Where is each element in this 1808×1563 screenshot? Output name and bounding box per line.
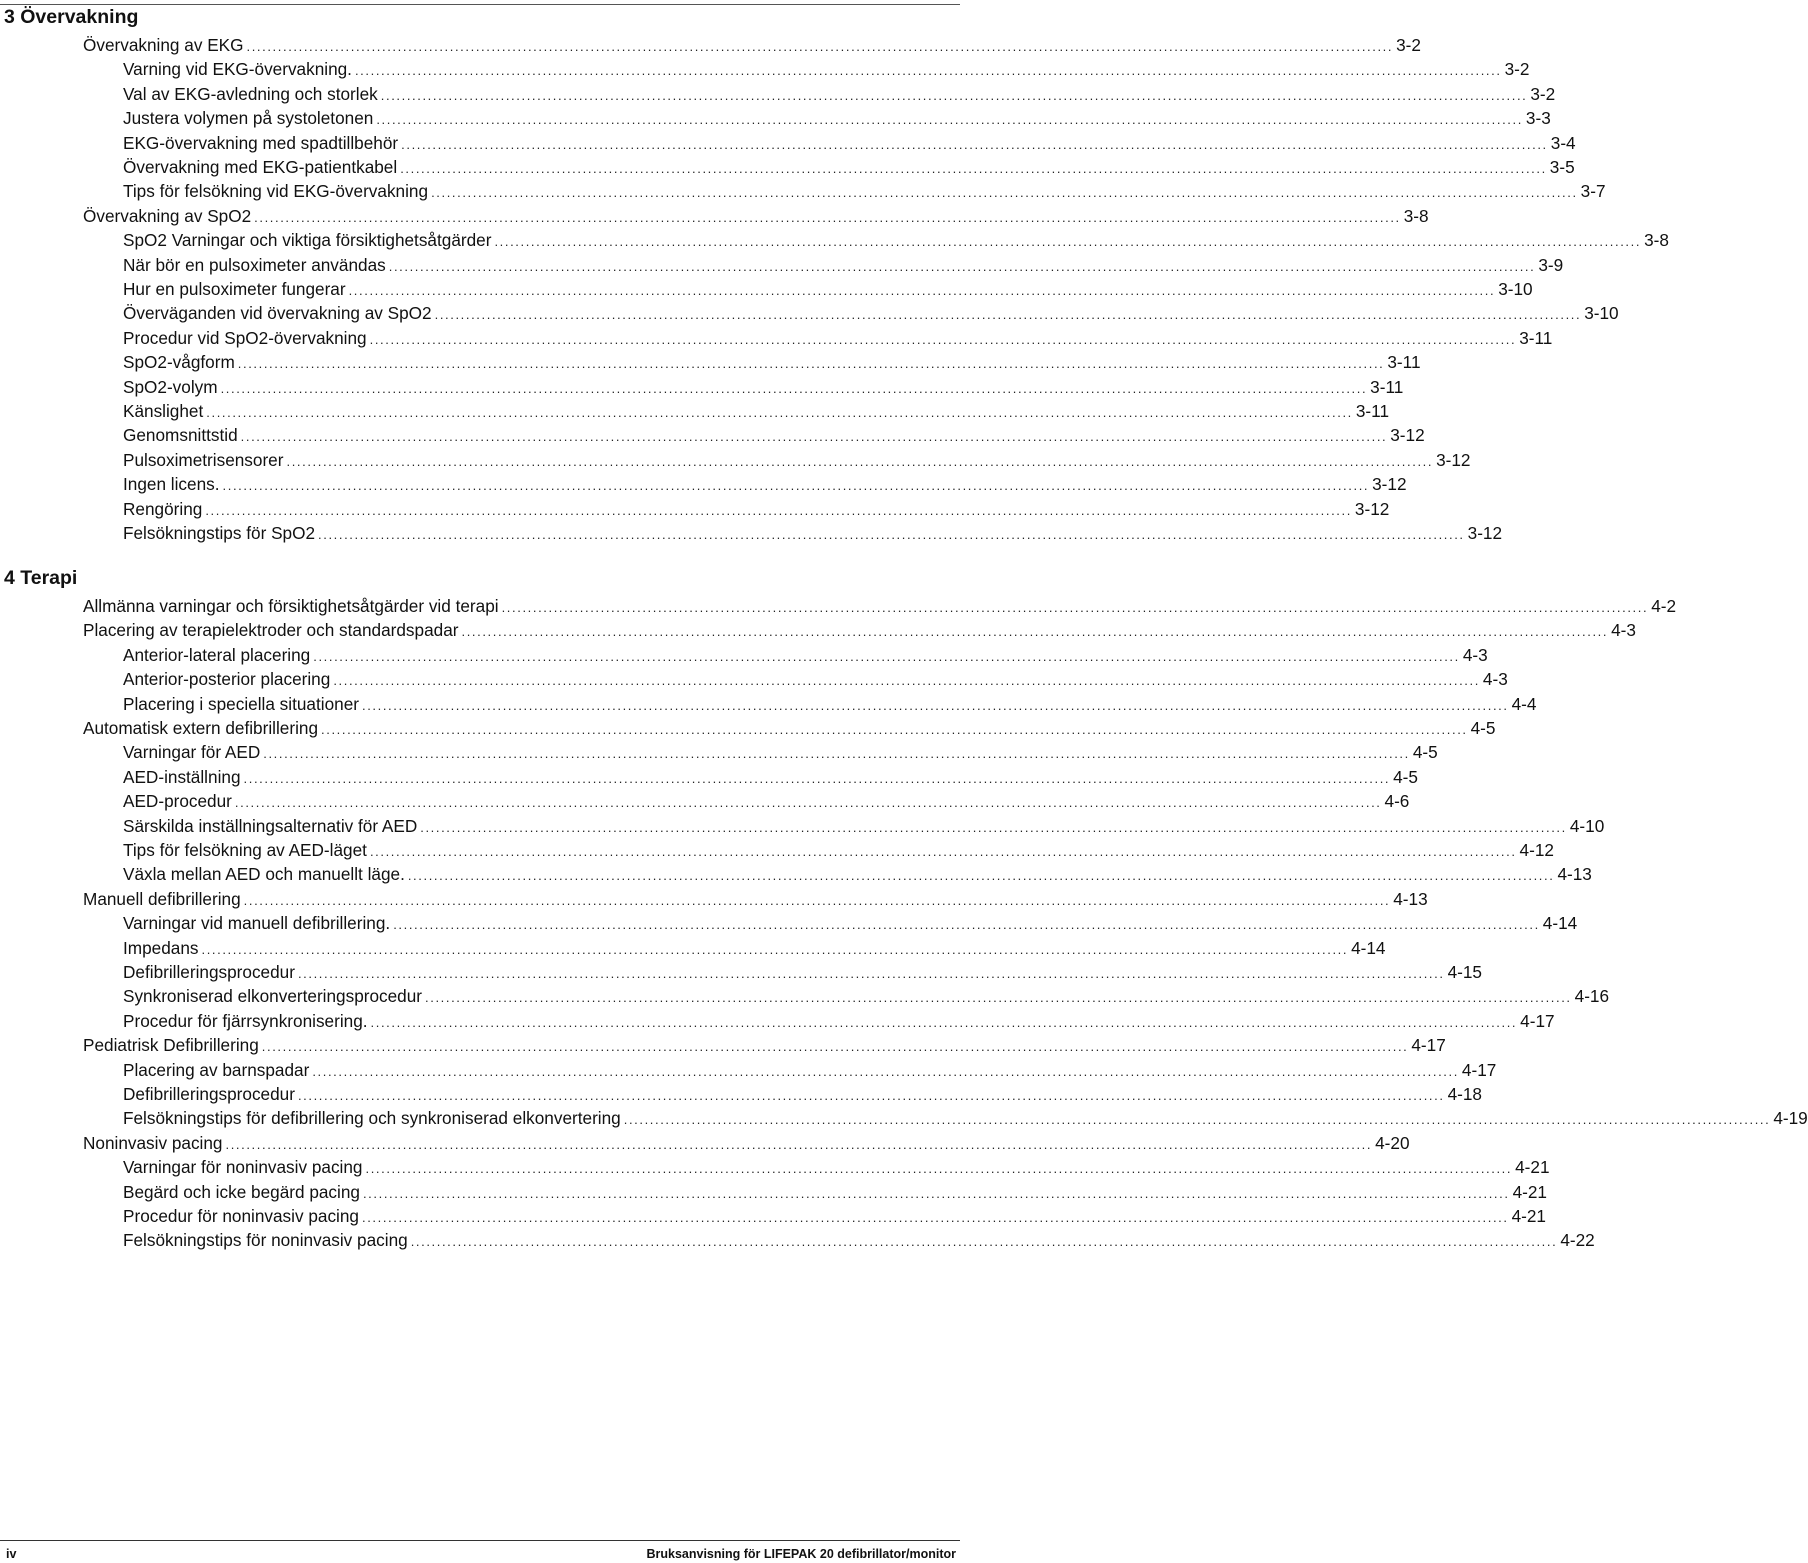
chapter-heading: 3 Övervakning [4, 6, 139, 28]
toc-subsection-entry[interactable] [123, 936, 1386, 960]
footer-document-title: Bruksanvisning för LIFEPAK 20 defibrillator/monitor [646, 1547, 956, 1561]
toc-subsection-entry[interactable] [123, 131, 1576, 155]
dot-leader: ............................................................................................................................................................................................................................ [222, 478, 1370, 494]
toc-section-entry[interactable] [83, 716, 1496, 740]
toc-subsection-entry[interactable] [123, 1009, 1555, 1033]
toc-entry-title: Placering av barnspadar [123, 1059, 310, 1080]
toc-entry-title: Felsökningstips för noninvasiv pacing [123, 1230, 408, 1251]
dot-leader: ............................................................................................................................................................................................................................ [501, 600, 1649, 615]
toc-subsection-entry[interactable] [123, 448, 1471, 472]
toc-subsection-entry[interactable] [123, 1082, 1482, 1106]
toc-entry-page-number: 4-12 [1519, 840, 1554, 860]
toc-subsection-entry[interactable] [123, 350, 1421, 374]
toc-entry-page-number: 4-15 [1447, 962, 1482, 982]
toc-entry-title: Noninvasiv pacing [83, 1132, 223, 1153]
toc-subsection-entry[interactable] [123, 228, 1669, 252]
toc-entry-title: Tips för felsökning av AED-läget [123, 840, 367, 860]
dot-leader: ............................................................................................................................................................................................................................ [623, 1112, 1771, 1128]
toc-subsection-entry[interactable] [123, 57, 1530, 81]
toc-entry-title: Procedur för noninvasiv pacing [123, 1206, 359, 1226]
dot-leader: ............................................................................................................................................................................................................................ [388, 258, 1536, 274]
toc-entry-page-number: 3-12 [1467, 523, 1503, 543]
toc-entry-title: Tips för felsökning vid EKG-övervakning [123, 181, 429, 202]
dot-leader: ............................................................................................................................................................................................................................ [206, 405, 1353, 420]
toc-entry-page-number: 4-18 [1447, 1084, 1482, 1104]
toc-entry-page-number: 4-6 [1384, 791, 1410, 812]
toc-subsection-entry[interactable] [123, 423, 1425, 447]
toc-subsection-entry[interactable] [123, 1058, 1497, 1082]
toc-subsection-entry[interactable] [123, 960, 1482, 984]
toc-entry-title: Särskilda inställningsalternativ för AED [123, 815, 418, 836]
toc-entry-title: Begärd och icke begärd pacing [123, 1181, 360, 1202]
dot-leader: ............................................................................................................................................................................................................................ [420, 819, 1567, 835]
toc-subsection-entry[interactable] [123, 862, 1592, 886]
toc-subsection-entry[interactable] [123, 643, 1488, 667]
toc-subsection-entry[interactable] [123, 521, 1503, 545]
chapter-heading: 4 Terapi [4, 567, 78, 589]
toc-entry-page-number: 3-5 [1549, 157, 1575, 177]
dot-leader: ............................................................................................................................................................................................................................ [263, 746, 1410, 762]
toc-entry-title: Placering i speciella situationer [123, 693, 359, 714]
toc-subsection-entry[interactable] [123, 375, 1404, 399]
toc-entry-page-number: 3-12 [1390, 425, 1425, 446]
toc-entry-title: Genomsnittstid [123, 425, 238, 446]
toc-entry-title: Manuell defibrillering [83, 888, 241, 909]
dot-leader: ............................................................................................................................................................................................................................ [254, 209, 1401, 225]
toc-entry-title: Felsökningstips för SpO2 [123, 523, 316, 543]
toc-entry-page-number: 4-19 [1773, 1108, 1808, 1129]
dot-leader: ............................................................................................................................................................................................................................ [318, 527, 1465, 542]
toc-subsection-entry[interactable] [123, 82, 1556, 106]
toc-section-entry[interactable] [83, 618, 1636, 642]
toc-section-entry[interactable] [83, 1033, 1446, 1057]
toc-entry-page-number: 4-3 [1462, 644, 1488, 665]
toc-entry-title: Procedur vid SpO2-övervakning [123, 327, 367, 348]
dot-leader: ............................................................................................................................................................................................................................ [333, 673, 1480, 689]
toc-subsection-entry[interactable] [123, 301, 1619, 325]
toc-entry-page-number: 3-9 [1538, 254, 1564, 275]
toc-entry-page-number: 3-10 [1498, 279, 1533, 299]
dot-leader: ............................................................................................................................................................................................................................ [393, 917, 1540, 933]
dot-leader: ............................................................................................................................................................................................................................ [369, 844, 1517, 859]
toc-entry-page-number: 3-11 [1387, 352, 1421, 373]
dot-leader: ............................................................................................................................................................................................................................ [297, 1088, 1445, 1103]
toc-entry-title: Pulsoximetrisensorer [123, 449, 284, 470]
toc-entry-title: Ingen licens. [123, 474, 220, 495]
toc-subsection-entry[interactable] [123, 497, 1390, 521]
dot-leader: ............................................................................................................................................................................................................................ [225, 1136, 1373, 1152]
toc-subsection-entry[interactable] [123, 1204, 1546, 1228]
toc-entry-title: EKG-övervakning med spadtillbehör [123, 132, 399, 153]
toc-entry-page-number: 4-21 [1515, 1157, 1550, 1178]
toc-subsection-entry[interactable] [123, 1155, 1550, 1179]
toc-subsection-entry[interactable] [123, 692, 1537, 716]
dot-leader: ............................................................................................................................................................................................................................ [297, 966, 1445, 981]
toc-subsection-entry[interactable] [123, 667, 1508, 691]
dot-leader: ............................................................................................................................................................................................................................ [401, 136, 1548, 152]
footer-page-number: iv [6, 1547, 17, 1561]
toc-entry-page-number: 3-2 [1530, 83, 1556, 104]
dot-leader: ............................................................................................................................................................................................................................ [380, 87, 1528, 103]
toc-entry-title: Anterior-posterior placering [123, 669, 331, 690]
toc-entry-title: Varningar vid manuell defibrillering. [123, 913, 391, 934]
toc-entry-title: Överväganden vid övervakning av SpO2 [123, 303, 432, 324]
toc-entry-title: SpO2-vågform [123, 352, 235, 373]
dot-leader: ............................................................................................................................................................................................................................ [361, 1210, 1509, 1225]
toc-entry-title: Placering av terapielektroder och standardspadar [83, 620, 459, 641]
toc-section-entry[interactable] [83, 1131, 1410, 1155]
toc-entry-page-number: 3-12 [1372, 474, 1407, 495]
dot-leader: ............................................................................................................................................................................................................................ [205, 502, 1352, 518]
dot-leader: ............................................................................................................................................................................................................................ [365, 1161, 1513, 1177]
toc-entry-title: Procedur för fjärrsynkronisering. [123, 1010, 368, 1031]
dot-leader: ............................................................................................................................................................................................................................ [246, 39, 1394, 54]
dot-leader: ............................................................................................................................................................................................................................ [407, 868, 1555, 884]
toc-subsection-entry[interactable] [123, 911, 1578, 935]
toc-entry-title: Övervakning med EKG-patientkabel [123, 157, 398, 177]
toc-entry-title: Impedans [123, 937, 199, 958]
dot-leader: ............................................................................................................................................................................................................................ [348, 283, 1496, 298]
toc-subsection-entry[interactable] [123, 326, 1553, 350]
toc-entry-page-number: 3-10 [1584, 303, 1619, 324]
dot-leader: ............................................................................................................................................................................................................................ [312, 1063, 1459, 1079]
toc-entry-page-number: 3-8 [1644, 230, 1669, 251]
toc-entry-page-number: 3-2 [1396, 35, 1421, 55]
toc-section-entry[interactable] [83, 887, 1428, 911]
dot-leader: ............................................................................................................................................................................................................................ [354, 63, 1502, 79]
toc-section-entry[interactable] [83, 33, 1421, 57]
dot-leader: ............................................................................................................................................................................................................................ [362, 1185, 1510, 1201]
dot-leader: ............................................................................................................................................................................................................................ [410, 1234, 1558, 1250]
dot-leader: ............................................................................................................................................................................................................................ [286, 453, 1434, 469]
toc-subsection-entry[interactable] [123, 253, 1564, 277]
dot-leader: ............................................................................................................................................................................................................................ [461, 624, 1609, 640]
toc-entry-page-number: 4-21 [1512, 1181, 1547, 1202]
dot-leader: ............................................................................................................................................................................................................................ [261, 1039, 1409, 1055]
dot-leader: ............................................................................................................................................................................................................................ [494, 234, 1642, 250]
toc-entry-page-number: 4-16 [1574, 986, 1610, 1007]
dot-leader: ............................................................................................................................................................................................................................ [370, 1014, 1518, 1030]
toc-entry-page-number: 3-11 [1519, 327, 1553, 348]
dot-leader: ............................................................................................................................................................................................................................ [321, 722, 1468, 737]
toc-entry-page-number: 3-4 [1550, 132, 1576, 153]
toc-entry-title: Varning vid EKG-övervakning. [123, 59, 352, 80]
toc-entry-title: Anterior-lateral placering [123, 644, 311, 665]
toc-entry-title: Synkroniserad elkonverteringsprocedur [123, 986, 423, 1007]
toc-subsection-entry[interactable] [123, 155, 1575, 179]
toc-subsection-entry[interactable] [123, 740, 1438, 764]
toc-entry-title: Defibrilleringsprocedur [123, 1084, 295, 1104]
toc-entry-title: AED-inställning [123, 766, 241, 787]
toc-entry-page-number: 4-17 [1520, 1010, 1555, 1031]
toc-entry-page-number: 4-20 [1375, 1132, 1410, 1153]
toc-entry-page-number: 4-2 [1651, 596, 1677, 616]
toc-entry-page-number: 4-17 [1461, 1059, 1497, 1080]
toc-entry-page-number: 4-10 [1569, 815, 1605, 836]
toc-entry-title: Defibrilleringsprocedur [123, 962, 295, 982]
toc-entry-page-number: 4-22 [1560, 1230, 1595, 1251]
footer-rule [0, 1540, 960, 1541]
toc-entry-page-number: 4-21 [1511, 1206, 1546, 1226]
toc-entry-title: Automatisk extern defibrillering [83, 718, 319, 738]
toc-entry-page-number: 4-5 [1470, 718, 1496, 738]
dot-leader: ............................................................................................................................................................................................................................ [240, 429, 1388, 445]
toc-entry-page-number: 4-4 [1511, 693, 1537, 714]
toc-subsection-entry[interactable] [123, 1180, 1547, 1204]
toc-entry-title: Hur en pulsoximeter fungerar [123, 279, 346, 299]
dot-leader: ............................................................................................................................................................................................................................ [237, 356, 1385, 372]
toc-entry-title: Varningar för AED [123, 742, 261, 763]
toc-subsection-entry[interactable] [123, 838, 1554, 862]
toc-entry-title: Varningar för noninvasiv pacing [123, 1157, 363, 1178]
dot-leader: ............................................................................................................................................................................................................................ [369, 331, 1517, 347]
toc-subsection-entry[interactable] [123, 1106, 1808, 1130]
dot-leader: ............................................................................................................................................................................................................................ [243, 770, 1391, 786]
dot-leader: ............................................................................................................................................................................................................................ [201, 941, 1349, 957]
toc-entry-page-number: 4-14 [1542, 913, 1578, 934]
dot-leader: ............................................................................................................................................................................................................................ [234, 795, 1382, 811]
toc-entry-title: AED-procedur [123, 791, 232, 812]
toc-entry-page-number: 3-11 [1370, 376, 1404, 397]
toc-subsection-entry[interactable] [123, 277, 1533, 301]
toc-entry-page-number: 4-3 [1611, 620, 1636, 641]
toc-entry-page-number: 4-3 [1482, 669, 1508, 690]
toc-entry-title: SpO2-volym [123, 376, 218, 397]
dot-leader: ............................................................................................................................................................................................................................ [376, 112, 1523, 128]
toc-entry-title: Känslighet [123, 401, 204, 421]
toc-entry-title: Felsökningstips för defibrillering och synkroniserad elkonvertering [123, 1108, 621, 1129]
toc-entry-page-number: 3-11 [1355, 401, 1389, 421]
dot-leader: ............................................................................................................................................................................................................................ [313, 648, 1460, 664]
toc-section-entry[interactable] [83, 204, 1429, 228]
toc-entry-page-number: 3-3 [1525, 108, 1551, 129]
toc-subsection-entry[interactable] [123, 1228, 1595, 1252]
toc-entry-page-number: 3-8 [1403, 205, 1429, 226]
dot-leader: ............................................................................................................................................................................................................................ [243, 892, 1391, 908]
toc-entry-page-number: 3-7 [1580, 181, 1606, 202]
toc-entry-page-number: 3-12 [1436, 449, 1471, 470]
toc-subsection-entry[interactable] [123, 106, 1551, 130]
dot-leader: ............................................................................................................................................................................................................................ [431, 185, 1578, 201]
toc-entry-title: När bör en pulsoximeter användas [123, 254, 386, 275]
dot-leader: ............................................................................................................................................................................................................................ [400, 161, 1547, 176]
toc-entry-title: Övervakning av EKG [83, 35, 244, 55]
toc-entry-title: Allmänna varningar och försiktighetsåtgärder vid terapi [83, 596, 499, 616]
dot-leader: ............................................................................................................................................................................................................................ [220, 380, 1368, 396]
toc-subsection-entry[interactable] [123, 179, 1606, 203]
toc-entry-page-number: 3-2 [1504, 59, 1530, 80]
toc-entry-page-number: 4-5 [1412, 742, 1438, 763]
toc-subsection-entry[interactable] [123, 984, 1610, 1008]
toc-subsection-entry[interactable] [123, 399, 1389, 423]
toc-section-entry[interactable] [83, 594, 1677, 618]
toc-subsection-entry[interactable] [123, 814, 1605, 838]
toc-entry-title: Rengöring [123, 498, 203, 519]
toc-entry-title: Justera volymen på systoletonen [123, 108, 374, 129]
toc-subsection-entry[interactable] [123, 789, 1410, 813]
toc-entry-title: Pediatrisk Defibrillering [83, 1035, 259, 1056]
toc-subsection-entry[interactable] [123, 472, 1407, 496]
toc-entry-page-number: 4-14 [1351, 937, 1386, 958]
toc-entry-page-number: 4-5 [1393, 766, 1418, 787]
dot-leader: ............................................................................................................................................................................................................................ [434, 307, 1582, 323]
toc-entry-title: SpO2 Varningar och viktiga försiktighetsåtgärder [123, 230, 492, 251]
toc-subsection-entry[interactable] [123, 765, 1418, 789]
toc-entry-page-number: 4-13 [1393, 888, 1428, 909]
toc-entry-page-number: 3-12 [1354, 498, 1390, 519]
toc-entry-page-number: 4-17 [1411, 1035, 1446, 1056]
toc-entry-title: Övervakning av SpO2 [83, 205, 252, 226]
dot-leader: ............................................................................................................................................................................................................................ [425, 990, 1572, 1006]
dot-leader: ............................................................................................................................................................................................................................ [361, 697, 1509, 713]
toc-entry-title: Växla mellan AED och manuellt läge. [123, 864, 405, 885]
toc-entry-title: Val av EKG-avledning och storlek [123, 83, 378, 104]
toc-entry-page-number: 4-13 [1557, 864, 1592, 885]
